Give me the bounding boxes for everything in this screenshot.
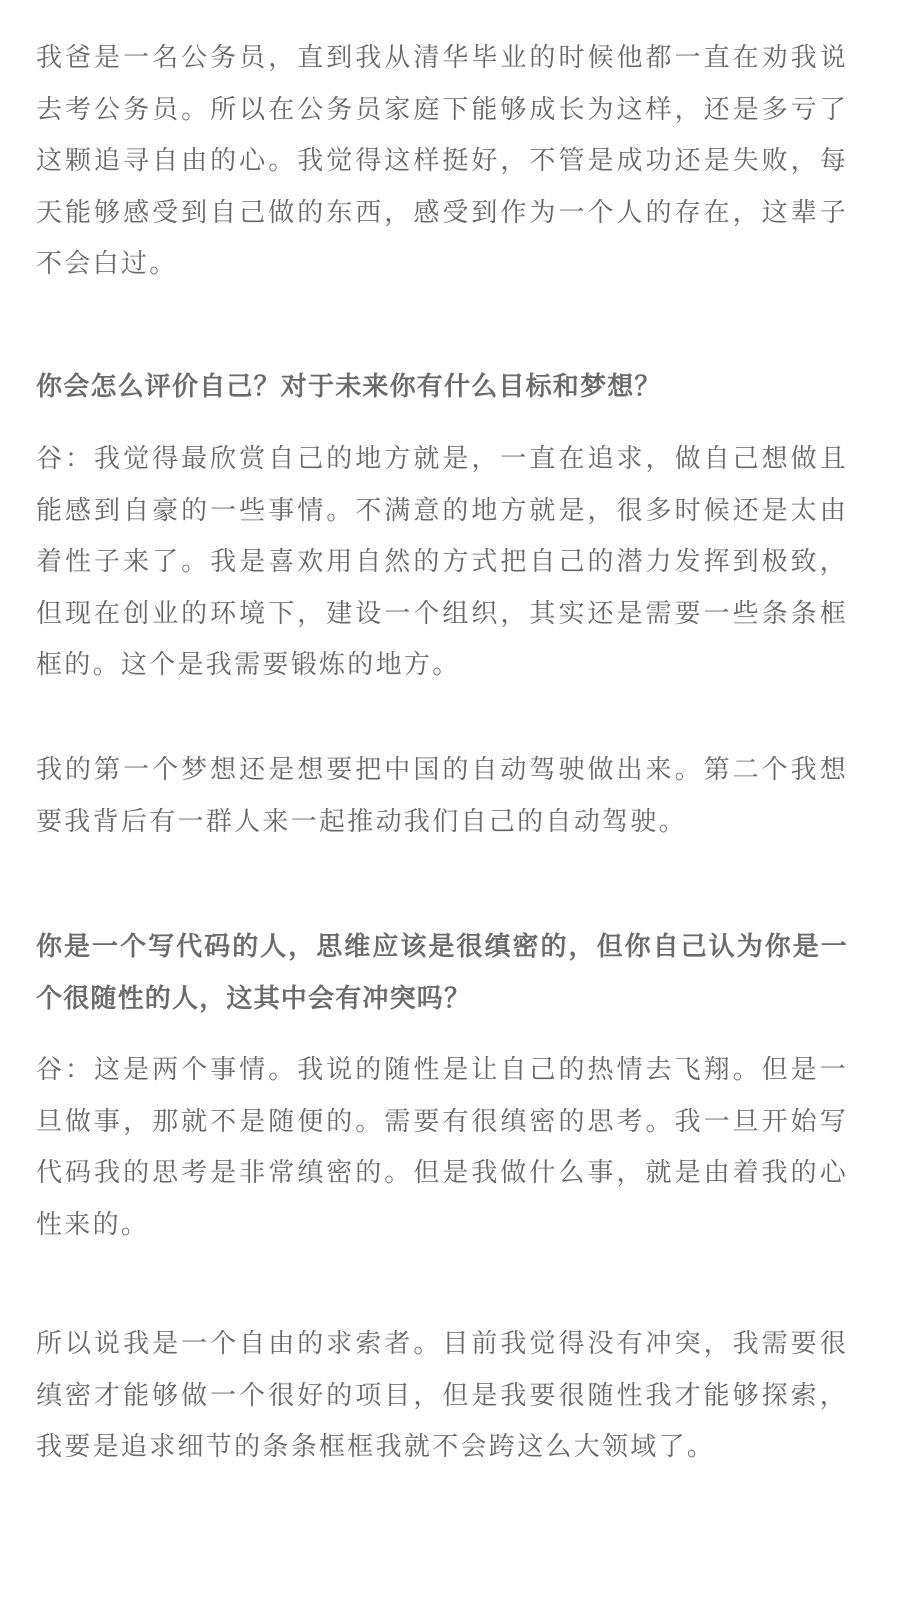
paragraph-dreams: 我的第一个梦想还是想要把中国的自动驾驶做出来。第二个我想要我背后有一群人来一起推动我们自己的自动驾驶。 [36, 755, 848, 837]
answer-coding-vs-casual: 谷：这是两个事情。我说的随性是让自己的热情去飞翔。但是一旦做事，那就不是随便的。需要有很缜密的思考。我一旦开始写代码我的思考是非常缜密的。但是我做什么事，就是由着我的心性来的。 [36, 1055, 848, 1240]
paragraph-family-background: 我爸是一名公务员，直到我从清华毕业的时候他都一直在劝我说去考公务员。所以在公务员家庭下能够成长为这样，还是多亏了这颗追寻自由的心。我觉得这样挺好，不管是成功还是失败，每天能够感受到自己做的东西，感受到作为一个人的存在，这辈子不会白过。 [36, 43, 848, 279]
question-coding-vs-casual: 你是一个写代码的人，思维应该是很缜密的，但你自己认为你是一个很随性的人，这其中会有冲突吗？ [36, 932, 848, 1014]
answer-self-evaluation: 谷：我觉得最欣赏自己的地方就是，一直在追求，做自己想做且能感到自豪的一些事情。不满意的地方就是，很多时候还是太由着性子来了。我是喜欢用自然的方式把自己的潜力发挥到极致，但现在创业的环境下，建设一个组织，其实还是需要一些条条框框的。这个是我需要锻炼的地方。 [36, 444, 848, 680]
paragraph-free-seeker: 所以说我是一个自由的求索者。目前我觉得没有冲突，我需要很缜密才能够做一个很好的项目，但是我要很随性我才能够探索，我要是追求细节的条条框框我就不会跨这么大领域了。 [36, 1329, 848, 1462]
question-self-evaluation: 你会怎么评价自己？对于未来你有什么目标和梦想？ [36, 372, 662, 402]
